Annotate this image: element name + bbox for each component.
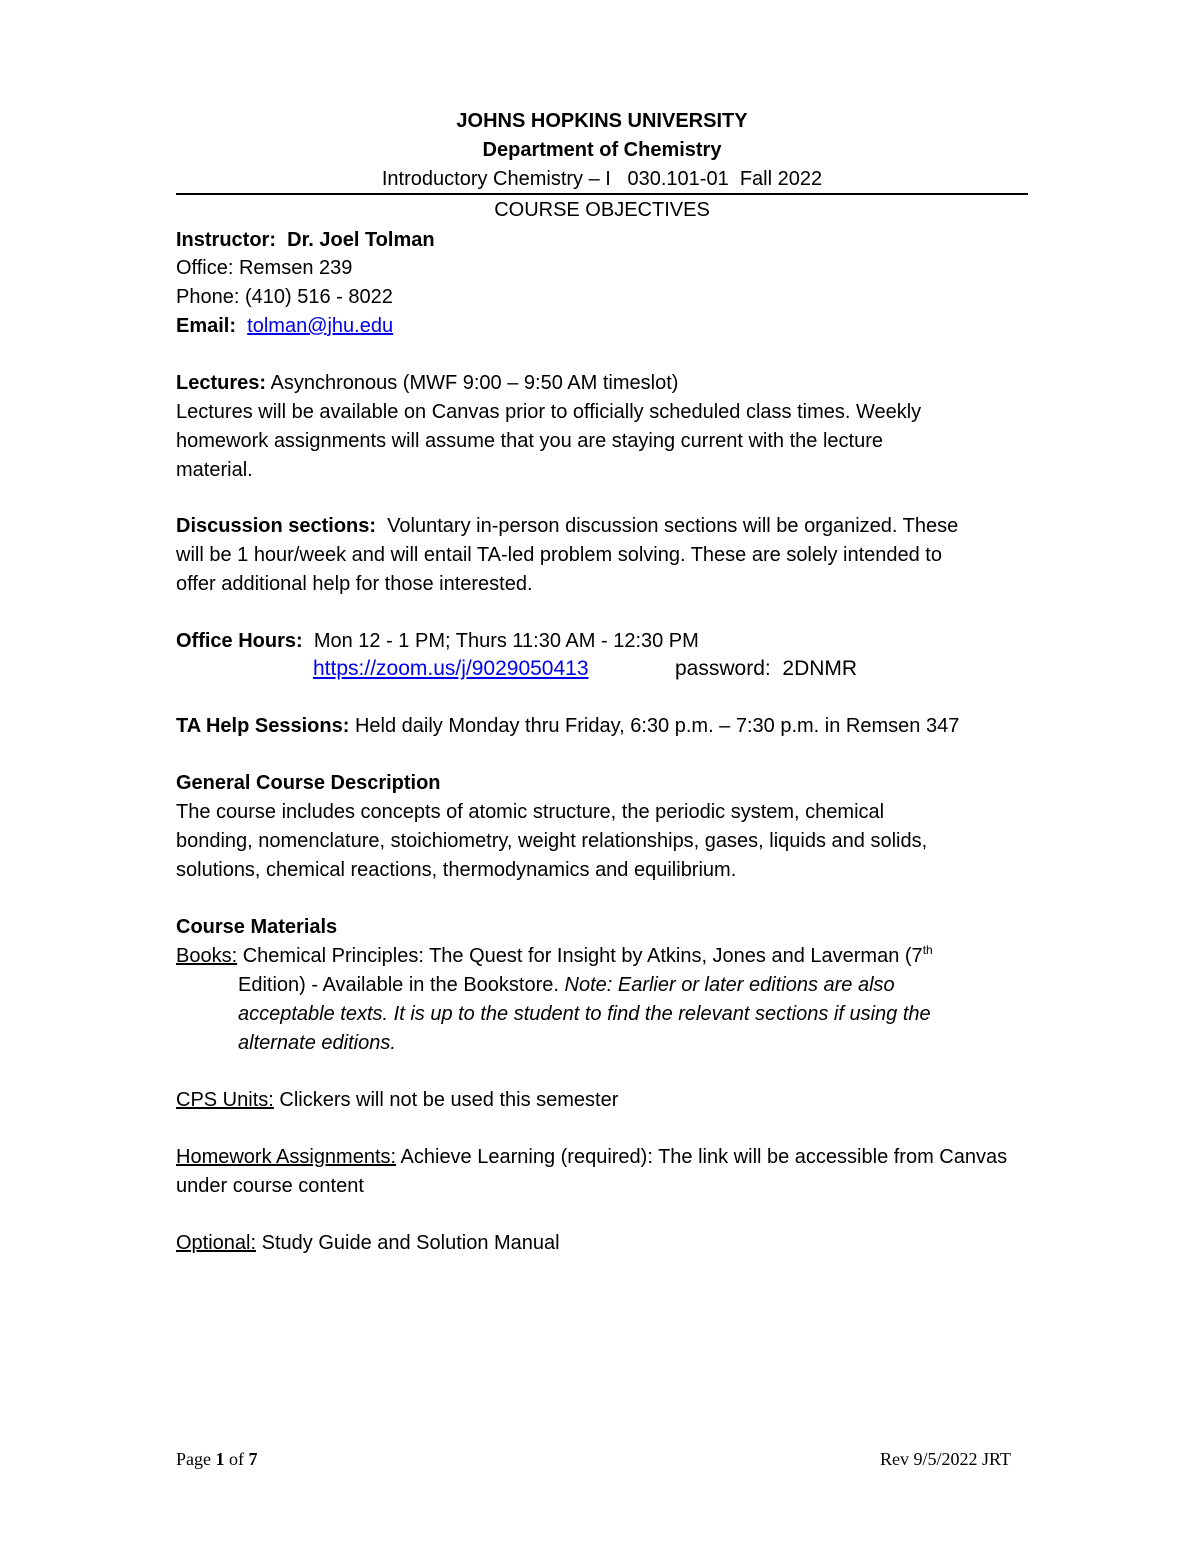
books-line-2 bbox=[238, 973, 895, 997]
office-hours-line bbox=[176, 629, 699, 653]
course-objectives-heading: COURSE OBJECTIVES bbox=[494, 199, 710, 221]
optional-text: Study Guide and Solution Manual bbox=[261, 1232, 560, 1254]
lectures-value: Asynchronous (MWF 9:00 – 9:50 AM timeslot) bbox=[270, 372, 679, 394]
instructor-label: Instructor: bbox=[176, 229, 276, 251]
homework-label: Homework Assignments: bbox=[176, 1146, 397, 1168]
page-number bbox=[176, 1448, 258, 1470]
instructor-name: Dr. Joel Tolman bbox=[287, 229, 435, 251]
page-current: 1 bbox=[215, 1449, 225, 1469]
homework-line-1 bbox=[176, 1145, 1007, 1169]
homework-line-2: under course content bbox=[176, 1175, 364, 1197]
university-title: JOHNS HOPKINS UNIVERSITY bbox=[456, 110, 748, 132]
lectures-label: Lectures: bbox=[176, 372, 267, 394]
password-value: 2DNMR bbox=[782, 657, 858, 680]
office-line: Office: Remsen 239 bbox=[176, 257, 353, 279]
lectures-text-1: Lectures will be available on Canvas prior to officially scheduled class times. Weekly bbox=[176, 401, 922, 423]
office-hours-label: Office Hours: bbox=[176, 630, 303, 652]
lectures-text-3: material. bbox=[176, 459, 253, 481]
optional-line bbox=[176, 1231, 560, 1255]
cps-line bbox=[176, 1088, 618, 1112]
discussion-text-2: will be 1 hour/week and will entail TA-led problem solving. These are solely intended to bbox=[176, 544, 942, 566]
email-label: Email: bbox=[176, 315, 237, 337]
zoom-line bbox=[313, 657, 589, 681]
optional-label: Optional: bbox=[176, 1232, 257, 1254]
discussion-line-1 bbox=[176, 514, 958, 538]
page-total: 7 bbox=[248, 1449, 258, 1469]
ta-help-line bbox=[176, 714, 959, 738]
books-label: Books: bbox=[176, 945, 238, 967]
books-line-3: acceptable texts. It is up to the student to find the relevant sections if using the bbox=[238, 1003, 931, 1025]
books-line2-italic: Note: Earlier or later editions are also bbox=[564, 974, 895, 996]
books-sup: th bbox=[922, 943, 933, 957]
description-heading: General Course Description bbox=[176, 772, 441, 794]
discussion-text-1: Voluntary in-person discussion sections will be organized. These bbox=[387, 515, 959, 537]
office-hours-value: Mon 12 - 1 PM; Thurs 11:30 AM - 12:30 PM bbox=[313, 630, 699, 652]
books-text: Chemical Principles: The Quest for Insight by Atkins, Jones and Laverman (7 bbox=[242, 945, 923, 967]
lectures-line bbox=[176, 371, 678, 395]
course-line: Introductory Chemistry – I 030.101-01 Fall 2022 bbox=[381, 168, 823, 190]
cps-label: CPS Units: bbox=[176, 1089, 274, 1111]
cps-text: Clickers will not be used this semester bbox=[279, 1089, 619, 1111]
description-text-2: bonding, nomenclature, stoichiometry, weight relationships, gases, liquids and solids, bbox=[176, 830, 928, 852]
description-text-3: solutions, chemical reactions, thermodynamics and equilibrium. bbox=[176, 859, 737, 881]
discussion-text-3: offer additional help for those interested. bbox=[176, 573, 533, 595]
password-label: password: bbox=[675, 657, 771, 680]
books-line-4: alternate editions. bbox=[238, 1032, 396, 1054]
lectures-text-2: homework assignments will assume that you are staying current with the lecture bbox=[176, 430, 883, 452]
email-link[interactable]: tolman@jhu.edu bbox=[247, 315, 394, 337]
ta-help-value: Held daily Monday thru Friday, 6:30 p.m. – 7:30 p.m. in Remsen 347 bbox=[354, 715, 960, 737]
password-line bbox=[675, 657, 857, 681]
materials-heading: Course Materials bbox=[176, 916, 338, 938]
homework-text: Achieve Learning (required): The link will be accessible from Canvas bbox=[400, 1146, 1008, 1168]
revision-note: Rev 9/5/2022 JRT bbox=[880, 1449, 1011, 1469]
department-title: Department of Chemistry bbox=[482, 139, 722, 161]
phone-line: Phone: (410) 516 - 8022 bbox=[176, 286, 393, 308]
description-text-1: The course includes concepts of atomic structure, the periodic system, chemical bbox=[176, 801, 885, 823]
page-of-label: of bbox=[229, 1449, 244, 1469]
instructor-line bbox=[176, 228, 435, 252]
books-line2-plain: Edition) - Available in the Bookstore. bbox=[238, 974, 559, 996]
email-line bbox=[176, 314, 393, 338]
zoom-link[interactable]: https://zoom.us/j/9029050413 bbox=[313, 657, 589, 680]
header-rule bbox=[176, 193, 1028, 195]
books-line-1 bbox=[176, 944, 933, 968]
ta-help-label: TA Help Sessions: bbox=[176, 715, 350, 737]
page-label: Page bbox=[176, 1449, 211, 1469]
discussion-label: Discussion sections: bbox=[176, 515, 377, 537]
